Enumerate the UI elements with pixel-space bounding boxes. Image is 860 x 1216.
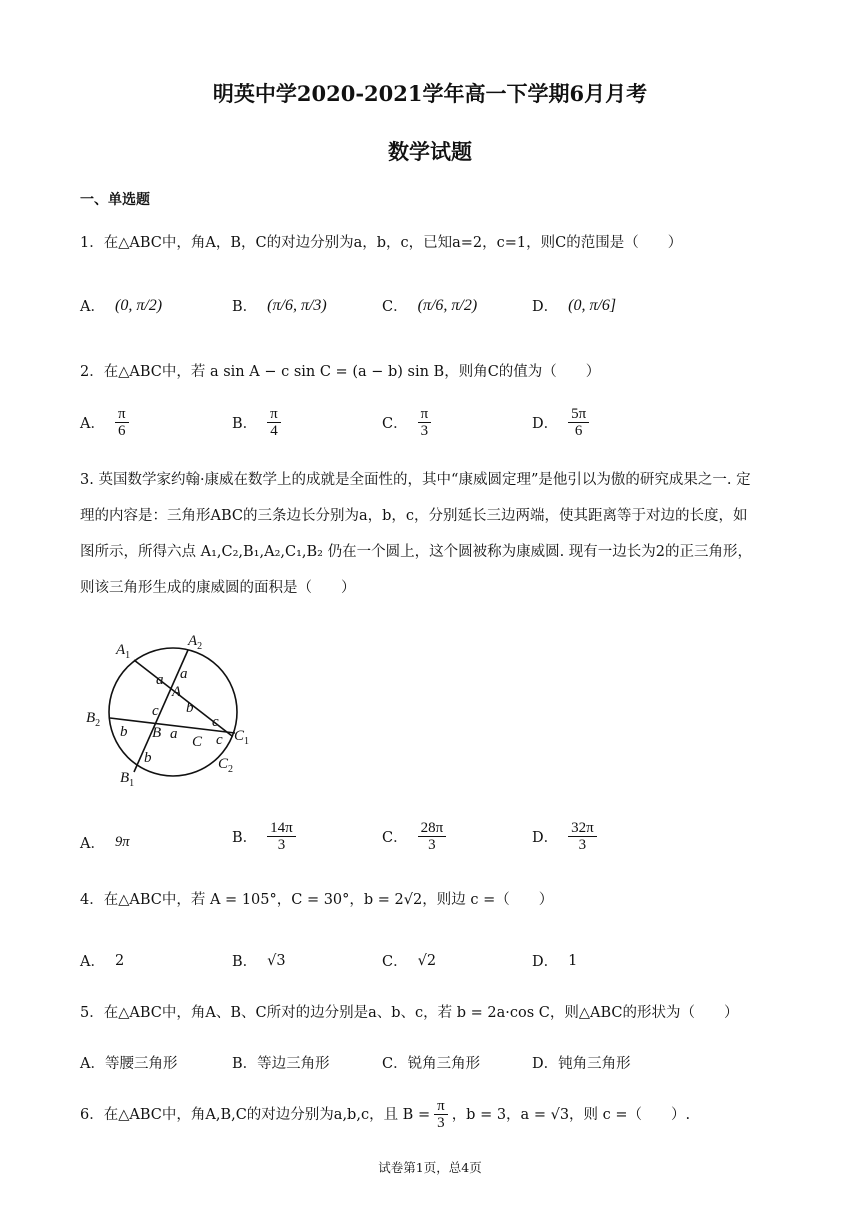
q6-fraction [434,1098,448,1131]
seg-a-2: a [156,672,164,688]
question-5-options [80,1052,780,1076]
label-C1: $C_1$ [234,728,250,747]
q5-option-b[interactable]: B．等边三角形 [232,1056,330,1072]
q3-b-denominator: 3 [277,837,286,853]
q4-option-d[interactable] [532,950,577,971]
q1-option-d-label: D． [532,299,559,315]
q4-option-a-label: A． [80,954,105,970]
q3-line-2: 理的内容是：三角形ABC的三条边长分别为a，b，c，分别延长三边两端，使其距离等于对边的长度，如 [80,508,748,524]
seg-c-3: c [216,732,223,748]
q1-option-b[interactable] [232,295,327,316]
q2-option-d[interactable] [532,406,589,439]
q4-option-c-label: C． [382,954,408,970]
q3-option-d[interactable] [532,820,597,853]
q2-option-c-label: C． [382,416,408,432]
question-4-options [80,950,780,974]
q1-option-a[interactable] [80,295,162,316]
question-5-text: 5．在△ABC中，角A、B、C所对的边分别是a、b、c，若 b = 2a·cos C，则△ABC的形状为（ ） [80,1005,739,1021]
q4-option-d-label: D． [532,954,559,970]
q3-option-a-label: A． [80,836,105,852]
q4-option-c-value: √2 [417,952,437,969]
q4-option-b-label: B． [232,954,258,970]
q2-b-denominator: 4 [270,423,278,439]
q4-option-c[interactable] [382,950,436,971]
exam-title: 明英中学2020-2021学年高一下学期6月月考 [212,81,648,106]
q2-b-numerator: π [267,406,281,423]
q3-option-b-label: B． [232,830,258,846]
label-B1: $B_1$ [120,770,135,789]
q3-option-d-fraction [568,820,597,853]
q1-option-d-value: (0, π/6] [568,296,617,314]
q3-b-numerator: 14π [267,820,296,837]
q1-option-a-value: (0, π/2) [114,296,163,314]
q3-line-3: 图所示，所得六点 A₁,C₂,B₁,A₂,C₁,B₂ 仍在一个圆上，这个圆被称为康威圆. 现有一边长为2的正三角形， [80,544,753,560]
q6-text-suffix: ，b = 3，a = √3，则 c =（ ）. [451,1106,691,1123]
question-1-options [80,285,780,329]
q1-option-c[interactable] [382,295,477,316]
q4-option-d-value: 1 [568,952,578,969]
q2-option-b[interactable] [232,406,281,439]
q3-d-denominator: 3 [578,837,587,853]
q2-c-denominator: 3 [420,423,429,439]
q2-d-numerator: 5π [568,406,589,423]
label-B: B [152,725,162,741]
seg-b-1: b [186,700,194,716]
q1-option-b-label: B． [232,299,258,315]
seg-a-3: a [170,726,178,742]
q6-numerator: π [434,1098,448,1115]
q2-option-d-label: D． [532,416,559,432]
q4-option-b[interactable] [232,950,286,971]
q1-option-d[interactable] [532,295,616,316]
question-3-text [80,462,780,606]
q3-line-4: 则该三角形生成的康威圆的面积是（ ） [80,580,356,596]
q5-option-c[interactable]: C．锐角三角形 [382,1056,481,1072]
q6-text-prefix: 6．在△ABC中，角A,B,C的对边分别为a,b,c，且 B = [80,1106,431,1123]
q2-d-denominator: 6 [574,423,583,439]
q2-option-b-label: B． [232,416,258,432]
question-6-text [80,1098,690,1131]
conway-circle-figure [80,630,270,795]
label-A1: $A_1$ [116,642,131,661]
label-B2: $B_2$ [86,710,101,729]
label-A: A [172,684,182,700]
q3-option-a-value: 9π [114,834,130,850]
q2-option-b-fraction [267,406,281,439]
q3-option-c[interactable] [382,820,446,853]
q2-option-c[interactable] [382,406,431,439]
q5-option-a[interactable]: A．等腰三角形 [80,1056,178,1072]
q3-c-numerator: 28π [418,820,447,837]
seg-a-1: a [180,666,188,682]
q3-option-a[interactable] [80,832,130,853]
q2-a-denominator: 6 [118,423,126,439]
q5-option-d[interactable]: D．钝角三角形 [532,1056,631,1072]
label-C: C [192,734,203,750]
question-3-options [80,820,780,864]
exam-subtitle: 数学试题 [388,139,472,164]
label-A2: $A_2$ [188,633,203,652]
q1-option-c-value: (π/6, π/2) [417,296,478,314]
q2-a-numerator: π [115,406,129,423]
q3-option-d-label: D． [532,830,559,846]
q1-option-a-label: A． [80,299,105,315]
q2-option-c-fraction [418,406,432,439]
q3-option-c-label: C． [382,830,408,846]
label-C2: $C_2$ [218,756,234,775]
q4-option-a-value: 2 [114,952,125,969]
q3-line-1: 3. 英国数学家约翰·康威在数学上的成就是全面性的，其中“康威圆定理”是他引以为傲的研究成果之一. 定 [80,472,751,488]
q3-d-numerator: 32π [568,820,597,837]
seg-c-2: c [212,714,219,730]
q3-c-denominator: 3 [428,837,436,853]
q6-denominator: 3 [437,1115,445,1131]
section-heading: 一、单选题 [80,192,150,208]
q4-option-b-value: √3 [267,952,286,969]
page-footer: 试卷第1页，总4页 [378,1160,482,1175]
q2-c-numerator: π [418,406,432,423]
q2-option-d-fraction [568,406,589,439]
question-2-text: 2．在△ABC中，若 a sin A − c sin C = (a − b) sin B，则角C的值为（ ） [80,364,601,380]
q2-option-a-label: A． [80,416,105,432]
question-2-options [80,406,780,446]
q2-option-a-fraction [115,406,129,439]
q3-option-b-fraction [267,820,296,853]
q1-option-b-value: (π/6, π/3) [267,296,327,314]
seg-b-3: b [144,750,152,766]
q4-option-a[interactable] [80,950,124,971]
question-1-text: 1．在△ABC中，角A，B，C的对边分别为a，b，c，已知a=2，c=1，则C的范围是（ ） [80,235,683,251]
q2-option-a[interactable] [80,406,129,439]
seg-b-2: b [120,724,128,740]
q3-option-b[interactable] [232,820,296,853]
seg-c-1: c [152,703,159,719]
q3-option-c-fraction [418,820,447,853]
q1-option-c-label: C． [382,299,408,315]
question-4-text: 4．在△ABC中，若 A = 105°，C = 30°，b = 2√2，则边 c =（ ） [80,892,554,908]
